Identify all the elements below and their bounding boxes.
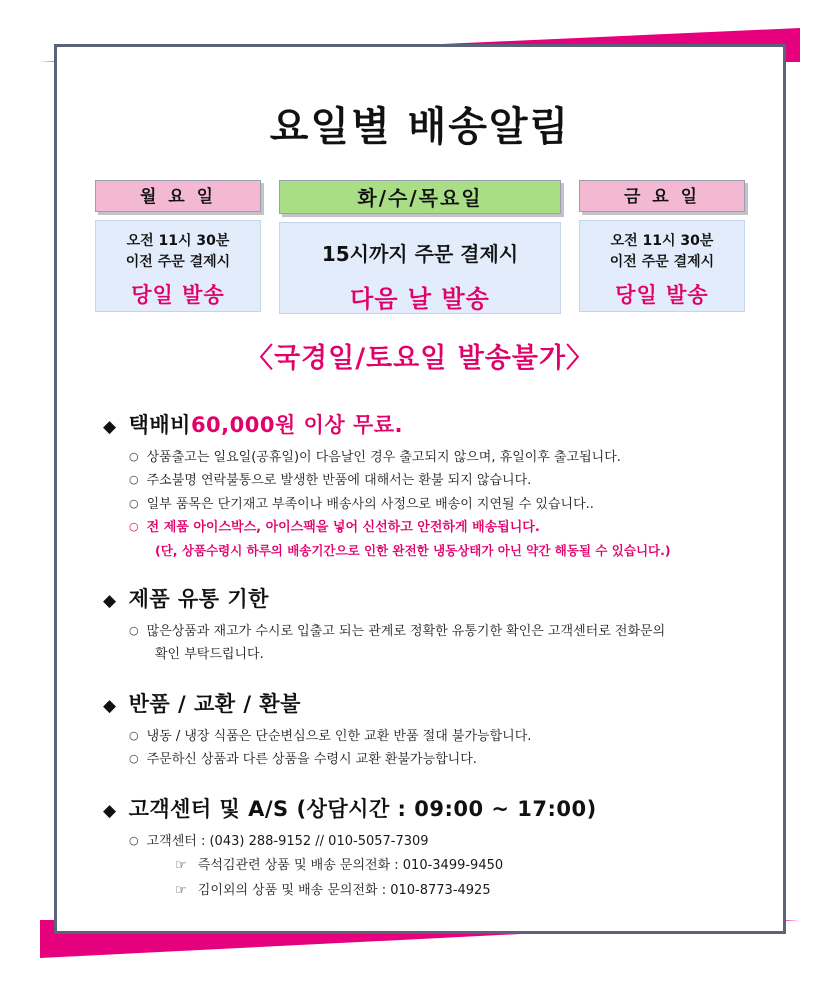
section-shipping-fee xyxy=(103,409,737,561)
list-item xyxy=(129,621,737,642)
list-item-text: 고객센터 : (043) 288-9152 // 010-5057-7309 xyxy=(146,833,429,849)
day-card-tue-wed-thu-emphasis: 다음 날 발송 xyxy=(350,285,490,313)
day-card-monday-line2: 이전 주문 결제시 xyxy=(125,254,231,270)
section-customer-service xyxy=(103,793,737,904)
section-returns xyxy=(103,688,737,771)
circle-icon: ○ xyxy=(129,520,139,534)
section-customer-service-bullets xyxy=(129,831,737,904)
section-returns-heading-text: 반품 / 교환 / 환불 xyxy=(128,691,301,716)
list-item xyxy=(129,726,737,747)
list-item-text: 많은상품과 재고가 수시로 입출고 되는 관계로 정확한 유통기한 확인은 고객센터로 전화문의 xyxy=(146,623,666,639)
section-expiry-continuation: 확인 부탁드립니다. xyxy=(155,647,264,663)
list-item xyxy=(129,749,737,770)
circle-icon: ○ xyxy=(129,496,139,510)
pointer-icon: ☞ xyxy=(175,857,187,873)
day-card-monday-header: 월 요 일 xyxy=(95,180,261,212)
day-card-tue-wed-thu-body xyxy=(279,222,561,314)
section-expiry-bullets xyxy=(129,621,737,666)
info-sections xyxy=(103,409,737,903)
section-returns-bullets xyxy=(129,726,737,771)
day-card-friday-line2: 이전 주문 결제시 xyxy=(609,254,715,270)
section-expiry xyxy=(103,583,737,666)
section-customer-service-heading-text: 고객센터 및 A/S (상담시간 : 09:00 ~ 17:00) xyxy=(128,796,597,821)
diamond-icon: ◆ xyxy=(103,800,117,821)
list-item-text: 주문하신 상품과 다른 상품을 수령시 교환 환불가능합니다. xyxy=(146,752,477,768)
list-item xyxy=(129,494,737,515)
list-item xyxy=(129,447,737,468)
list-item-text: 김이외의 상품 및 배송 문의전화 : 010-8773-4925 xyxy=(197,882,491,898)
section-expiry-heading xyxy=(103,583,737,613)
section-shipping-fee-heading-highlight: 60,000원 이상 무료. xyxy=(190,413,404,437)
circle-icon: ○ xyxy=(129,473,139,487)
day-card-tue-wed-thu xyxy=(279,180,561,314)
section-shipping-fee-heading-plain: 택배비 xyxy=(128,413,191,437)
list-item-text: 냉동 / 냉장 식품은 단순변심으로 인한 교환 반품 절대 불가능합니다. xyxy=(146,728,532,744)
circle-icon: ○ xyxy=(129,752,139,766)
list-item-text: 즉석김관련 상품 및 배송 문의전화 : 010-3499-9450 xyxy=(197,857,504,873)
day-card-friday-header: 금 요 일 xyxy=(579,180,745,212)
day-card-monday xyxy=(95,180,261,312)
circle-icon: ○ xyxy=(129,833,139,847)
list-item xyxy=(175,854,737,879)
page-title: 요일별 배송알림 xyxy=(269,104,571,150)
list-item xyxy=(175,879,737,904)
day-card-friday-body xyxy=(579,220,745,312)
section-shipping-fee-bullets xyxy=(129,447,737,561)
circle-icon: ○ xyxy=(129,728,139,742)
day-card-friday xyxy=(579,180,745,312)
list-item xyxy=(129,470,737,491)
day-card-friday-line1: 오전 11시 30분 xyxy=(610,233,714,249)
day-cards-row xyxy=(95,180,745,314)
diamond-icon: ◆ xyxy=(103,695,117,716)
day-card-monday-emphasis: 당일 발송 xyxy=(131,283,225,307)
list-item-text: 일부 품목은 단기재고 부족이나 배송사의 사정으로 배송이 지연될 수 있습니다.. xyxy=(146,496,594,512)
section-returns-heading xyxy=(103,688,737,718)
day-card-monday-line1: 오전 11시 30분 xyxy=(126,233,230,249)
section-shipping-fee-subnote: (단, 상품수령시 하루의 배송기간으로 인한 완전한 냉동상태가 아닌 약간 해동될 수 있습니다.) xyxy=(155,542,671,558)
section-customer-service-heading xyxy=(103,793,737,823)
holiday-notice: 〈국경일/토요일 발송불가〉 xyxy=(245,343,595,374)
pointer-icon: ☞ xyxy=(175,882,187,898)
diamond-icon: ◆ xyxy=(103,417,117,437)
list-item-text: 전 제품 아이스박스, 아이스팩을 넣어 신선하고 안전하게 배송됩니다. xyxy=(146,520,540,536)
day-card-tue-wed-thu-line1: 15시까지 주문 결제시 xyxy=(321,242,519,266)
list-item-text: 주소불명 연락불통으로 발생한 반품에 대해서는 환불 되지 않습니다. xyxy=(146,473,532,489)
day-card-friday-emphasis: 당일 발송 xyxy=(615,283,709,307)
section-expiry-heading-text: 제품 유통 기한 xyxy=(128,586,269,611)
section-shipping-fee-heading xyxy=(103,409,737,439)
circle-icon: ○ xyxy=(129,623,139,637)
list-item xyxy=(129,831,737,852)
day-card-monday-body xyxy=(95,220,261,312)
circle-icon: ○ xyxy=(129,450,139,463)
list-item-text: 상품출고는 일요일(공휴일)이 다음날인 경우 출고되지 않으며, 휴일이후 출고됩니다. xyxy=(146,450,621,465)
list-item xyxy=(129,517,737,538)
day-card-tue-wed-thu-header: 화/수/목요일 xyxy=(279,180,561,214)
content-sheet xyxy=(54,44,786,934)
diamond-icon: ◆ xyxy=(103,590,117,611)
